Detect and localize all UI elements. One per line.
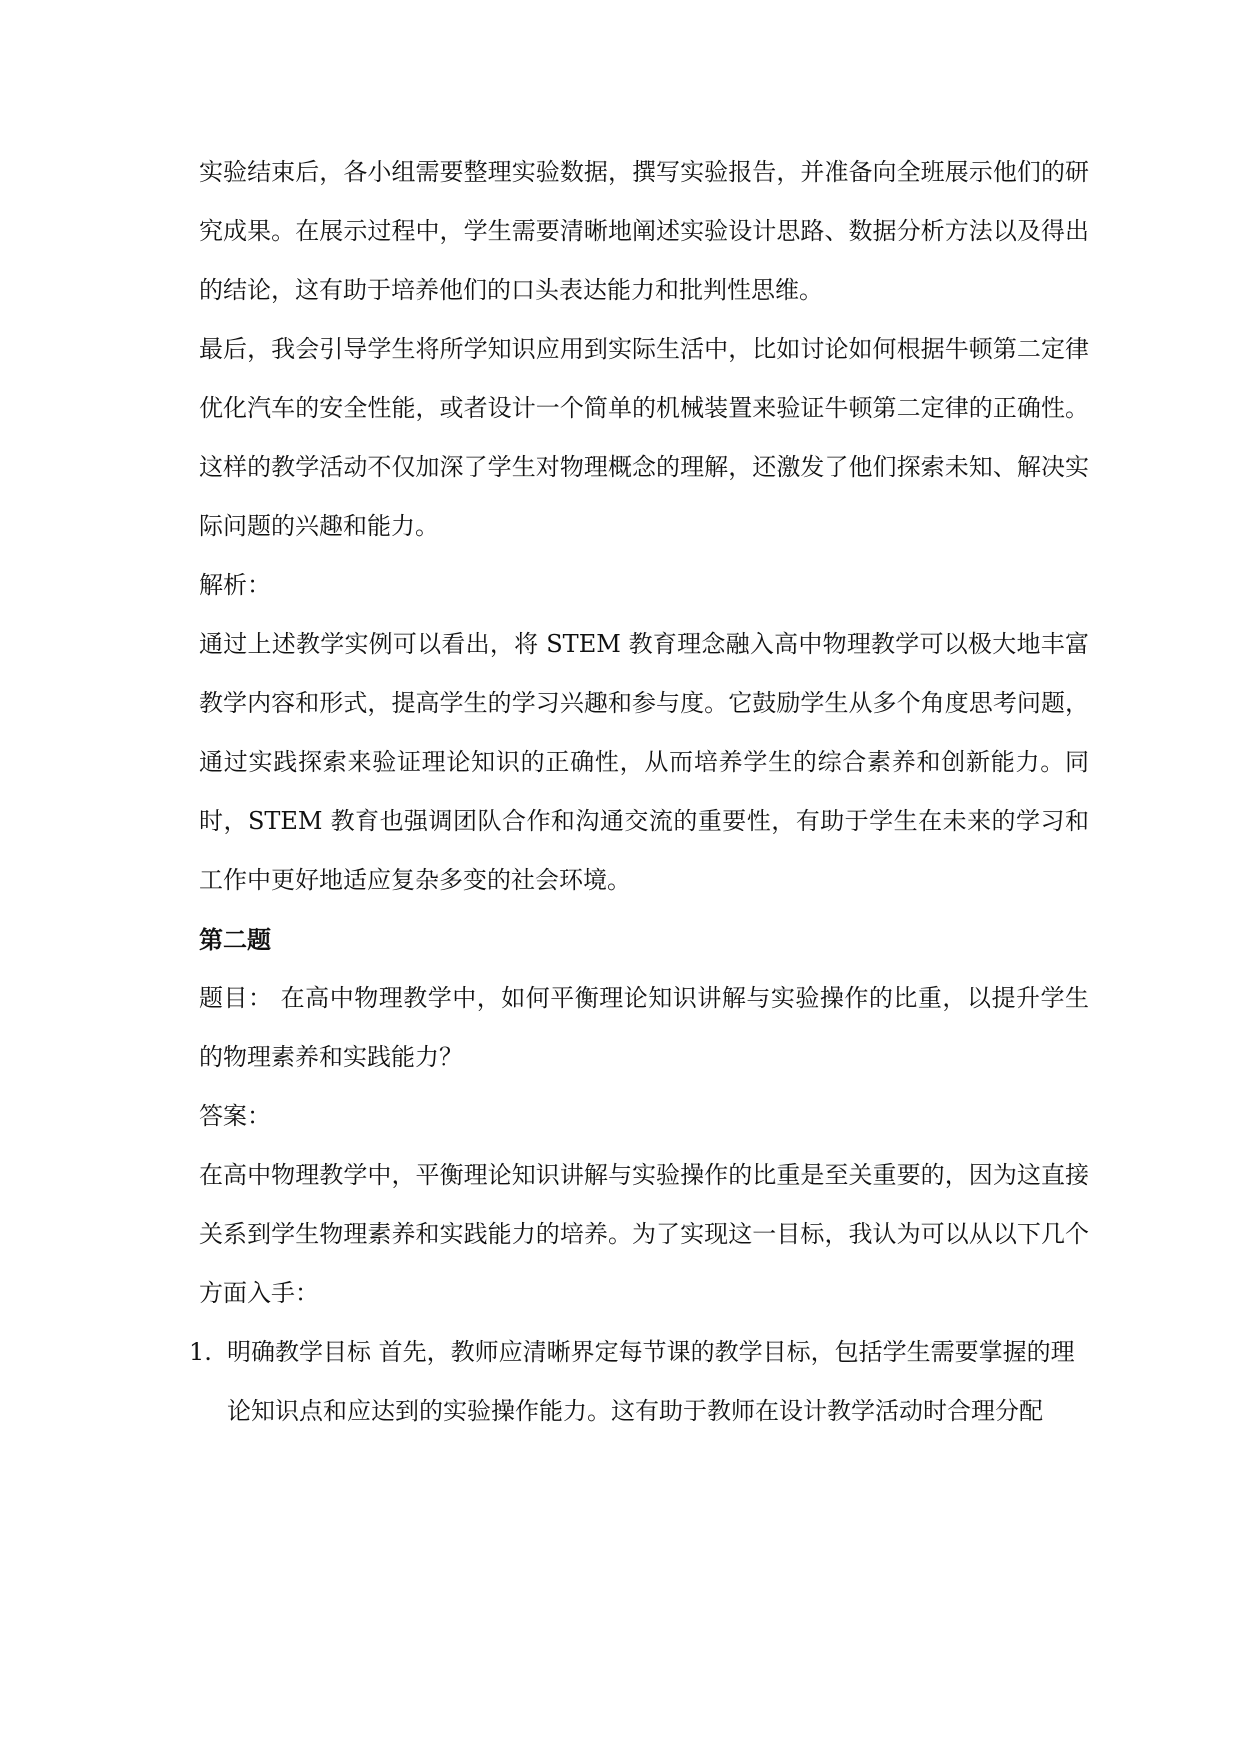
answer-label: 答案： xyxy=(199,1102,271,1130)
list-item xyxy=(189,1323,1089,1441)
paragraph-analysis: 通过上述教学实例可以看出，将 STEM 教育理念融入高中物理教学可以极大地丰富教学内容和形式，提高学生的学习兴趣和参与度。它鼓励学生从多个角度思考问题，通过实践探索来验证理论知识的正确性，从而培养学生的综合素养和创新能力。同时，STEM 教育也强调团队合作和沟通交流的重要性，有助于学生在未来的学习和工作中更好地适应复杂多变的社会环境。 xyxy=(199,630,1089,894)
analysis-label: 解析： xyxy=(199,571,271,599)
list-item-text: 明确教学目标 首先，教师应清晰界定每节课的教学目标，包括学生需要掌握的理论知识点和应达到的实验操作能力。这有助于教师在设计教学活动时合理分配 xyxy=(227,1338,1075,1425)
list-item-number: 1. xyxy=(189,1338,212,1366)
paragraph-experiment-summary: 实验结束后，各小组需要整理实验数据，撰写实验报告，并准备向全班展示他们的研究成果。在展示过程中，学生需要清晰地阐述实验设计思路、数据分析方法以及得出的结论，这有助于培养他们的口头表达能力和批判性思维。 xyxy=(199,158,1089,304)
paragraph-answer-intro: 在高中物理教学中，平衡理论知识讲解与实验操作的比重是至关重要的，因为这直接关系到学生物理素养和实践能力的培养。为了实现这一目标，我认为可以从以下几个方面入手： xyxy=(199,1161,1089,1307)
section-heading: 第二题 xyxy=(199,925,271,954)
paragraph-application: 最后，我会引导学生将所学知识应用到实际生活中，比如讨论如何根据牛顿第二定律优化汽车的安全性能，或者设计一个简单的机械装置来验证牛顿第二定律的正确性。这样的教学活动不仅加深了学生对物理概念的理解，还激发了他们探索未知、解决实际问题的兴趣和能力。 xyxy=(199,335,1089,540)
question-text: 题目： 在高中物理教学中，如何平衡理论知识讲解与实验操作的比重，以提升学生的物理素养和实践能力？ xyxy=(199,984,1089,1071)
page-content xyxy=(189,143,1089,1441)
